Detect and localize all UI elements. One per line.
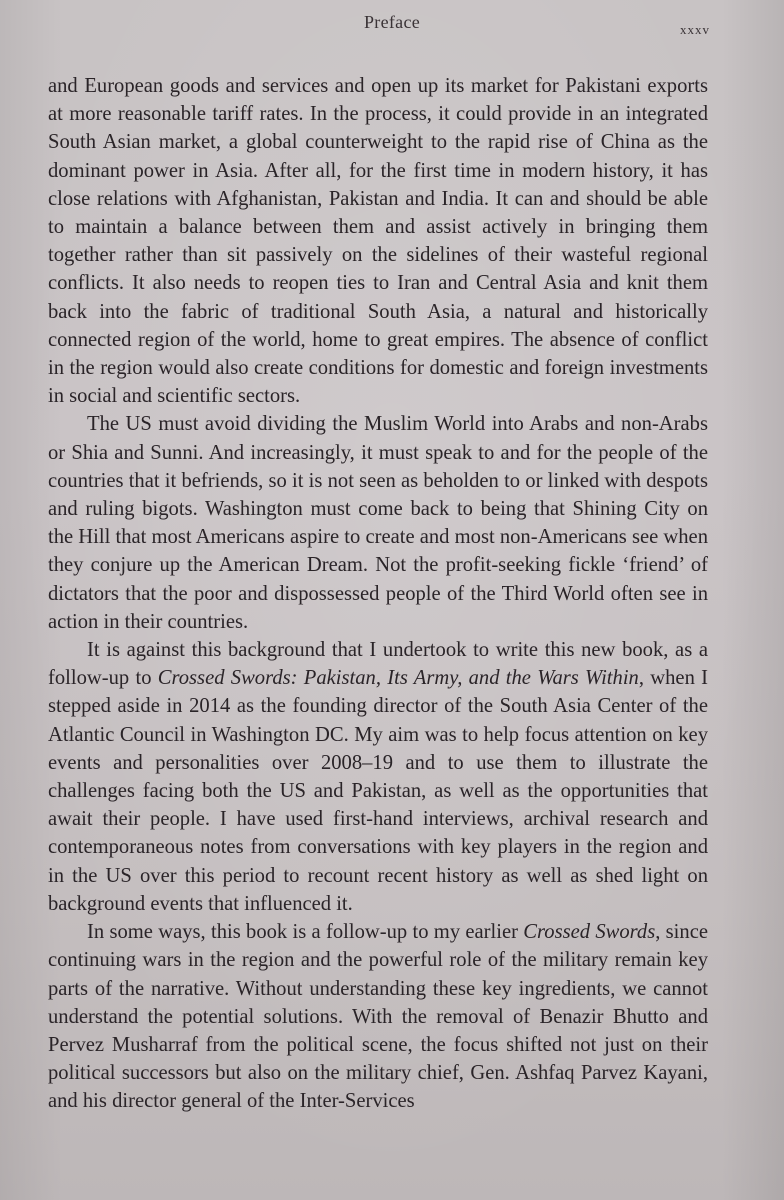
paragraph-4 [48,918,708,1115]
paragraph-3-text-start: It is against this background that I undertook to write this new book, as a follow-up to [48,639,708,690]
paragraph-3-text-end: , when I stepped aside in 2014 as the founding director of the South Asia Center of the Atlantic Council in Washington DC. My aim was to help focus attention on key events and personalities over 2008–19 and to use them to illustrate the challenges facing both the US and Pakistan, as well as the opportunities that await their people. I have used first-hand interviews, archival research and contemporaneous notes from conversations with key players in the region and in the US over this period to recount recent history as well as shed light on background events that influenced it. [48,667,708,915]
paragraph-2: The US must avoid dividing the Muslim World into Arabs and non-Arabs or Shia and Sunni. And increasingly, it must speak to and for the people of the countries that it befriends, so it is not seen as beholden to or linked with despots and ruling bigots. Washington must come back to being that Shining City on the Hill that most Americans aspire to create and most non-Americans see when they conjure up the American Dream. Not the profit-seeking fickle ‘friend’ of dictators that the poor and dispossessed people of the Third World often see in action in their countries. [48,413,708,633]
paragraph-4-text-start: In some ways, this book is a follow-up to my earlier [87,921,524,944]
paragraph-1: and European goods and services and open up its market for Pakistani exports at more reasonable tariff rates. In the process, it could provide in an integrated South Asian market, a global counterweight to the rapid rise of China as the dominant power in Asia. After all, for the first time in modern history, it has close relations with Afghanistan, Pakistan and India. It can and should be able to maintain a balance between them and assist actively in bringing them together rather than sit passively on the sidelines of their wasteful regional conflicts. It also needs to reopen ties to Iran and Central Asia and knit them back into the fabric of traditional South Asia, a natural and historically connected region of the world, home to great empires. The absence of conflict in the region would also create conditions for domestic and foreign investments in social and scientific sectors. [48,75,708,408]
body-text [48,72,708,1116]
paragraph-3 [48,636,708,918]
running-head: Preface [363,12,421,32]
book-title-crossed-swords-full: Crossed Swords: Pakistan, Its Army, and the Wars Within [157,667,639,690]
page-number: xxxv [680,22,710,37]
paragraph-4-text-end: , since continuing wars in the region and the powerful role of the military remain key parts of the narrative. Without understanding these key ingredients, we cannot understand the potential solutions. With the removal of Benazir Bhutto and Pervez Musharraf from the political scene, the focus shifted not just on their political successors but also on the military chief, Gen. Ashfaq Parvez Kayani, and his director general of the Inter-Services [48,921,708,1113]
book-title-crossed-swords: Crossed Swords [523,921,656,944]
